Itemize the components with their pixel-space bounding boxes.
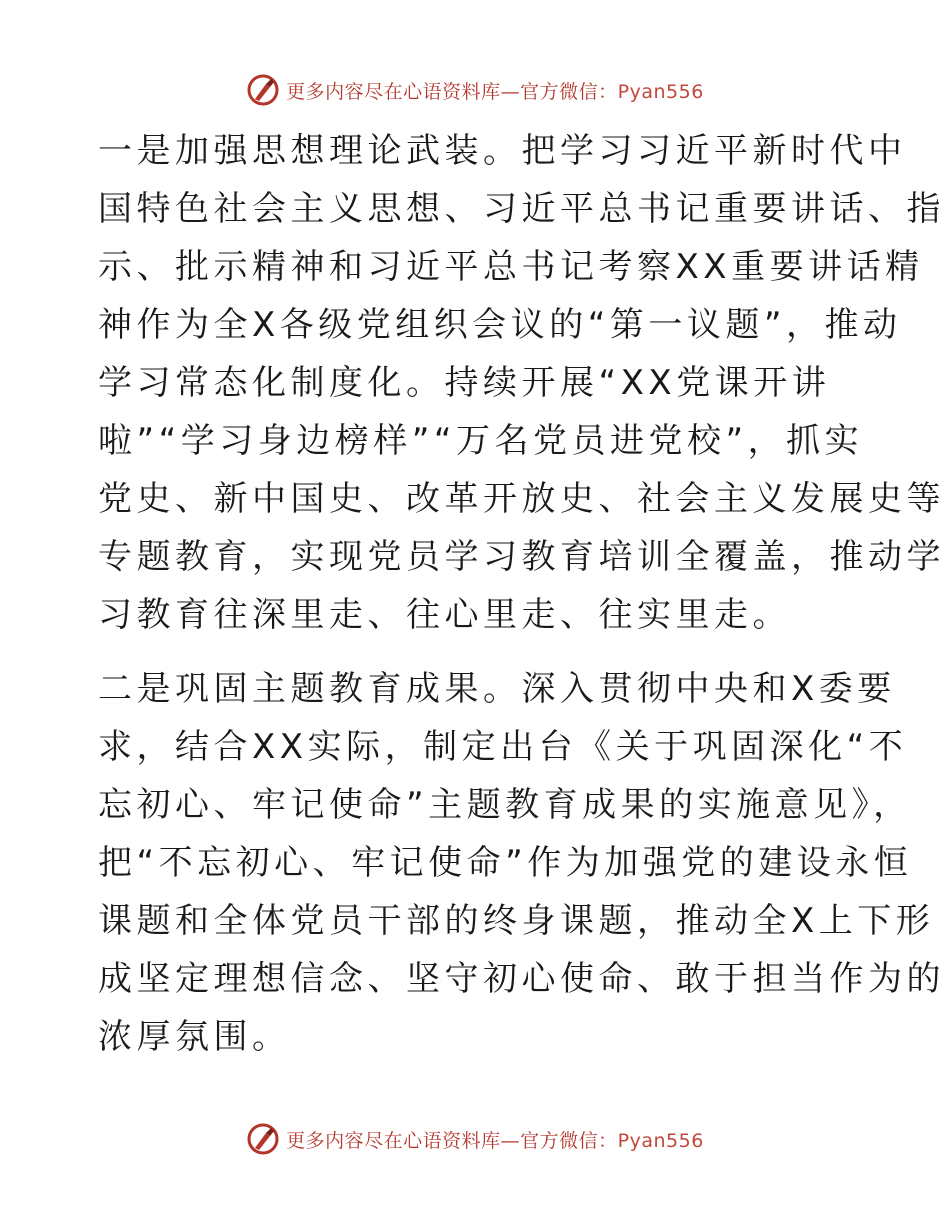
text-line: 把“不忘初心、牢记使命”作为加强党的建设永恒 xyxy=(98,843,913,883)
text-line: 示、批示精神和习近平总书记考察XX重要讲话精 xyxy=(98,247,924,287)
paragraph-2 xyxy=(98,660,945,1066)
header-watermark xyxy=(0,70,950,110)
pen-logo-icon xyxy=(246,1122,280,1156)
text-line: 成坚定理想信念、坚守初心使命、敢于担当作为的 xyxy=(98,959,945,999)
pen-logo-icon xyxy=(246,73,280,107)
text-line: 神作为全X各级党组织会议的“第一议题”，推动 xyxy=(98,305,902,345)
document-body xyxy=(98,122,945,1066)
text-line: 专题教育，实现党员学习教育培训全覆盖，推动学 xyxy=(98,537,945,577)
watermark-text: 更多内容尽在心语资料库—官方微信：Pyan556 xyxy=(286,1129,704,1152)
text-line: 学习常态化制度化。持续开展“XX党课开讲 xyxy=(98,363,831,403)
text-line: 国特色社会主义思想、习近平总书记重要讲话、指 xyxy=(98,189,945,229)
paragraph-1 xyxy=(98,122,945,644)
text-line: 党史、新中国史、改革开放史、社会主义发展史等 xyxy=(98,479,945,519)
text-line: 啦”“学习身边榜样”“万名党员进党校”，抓实 xyxy=(98,421,864,461)
text-line: 一是加强思想理论武装。把学习习近平新时代中 xyxy=(98,131,907,171)
text-line: 求，结合XX实际，制定出台《关于巩固深化“不 xyxy=(98,727,908,767)
text-line: 忘初心、牢记使命”主题教育成果的实施意见》， xyxy=(98,785,912,825)
text-line: 习教育往深里走、往心里走、往实里走。 xyxy=(98,595,791,635)
text-line: 二是巩固主题教育成果。深入贯彻中央和X委要 xyxy=(98,669,896,709)
footer-watermark xyxy=(0,1119,950,1159)
watermark-text: 更多内容尽在心语资料库—官方微信：Pyan556 xyxy=(286,80,704,103)
text-line: 课题和全体党员干部的终身课题，推动全X上下形 xyxy=(98,901,935,941)
text-line: 浓厚氛围。 xyxy=(98,1017,291,1057)
